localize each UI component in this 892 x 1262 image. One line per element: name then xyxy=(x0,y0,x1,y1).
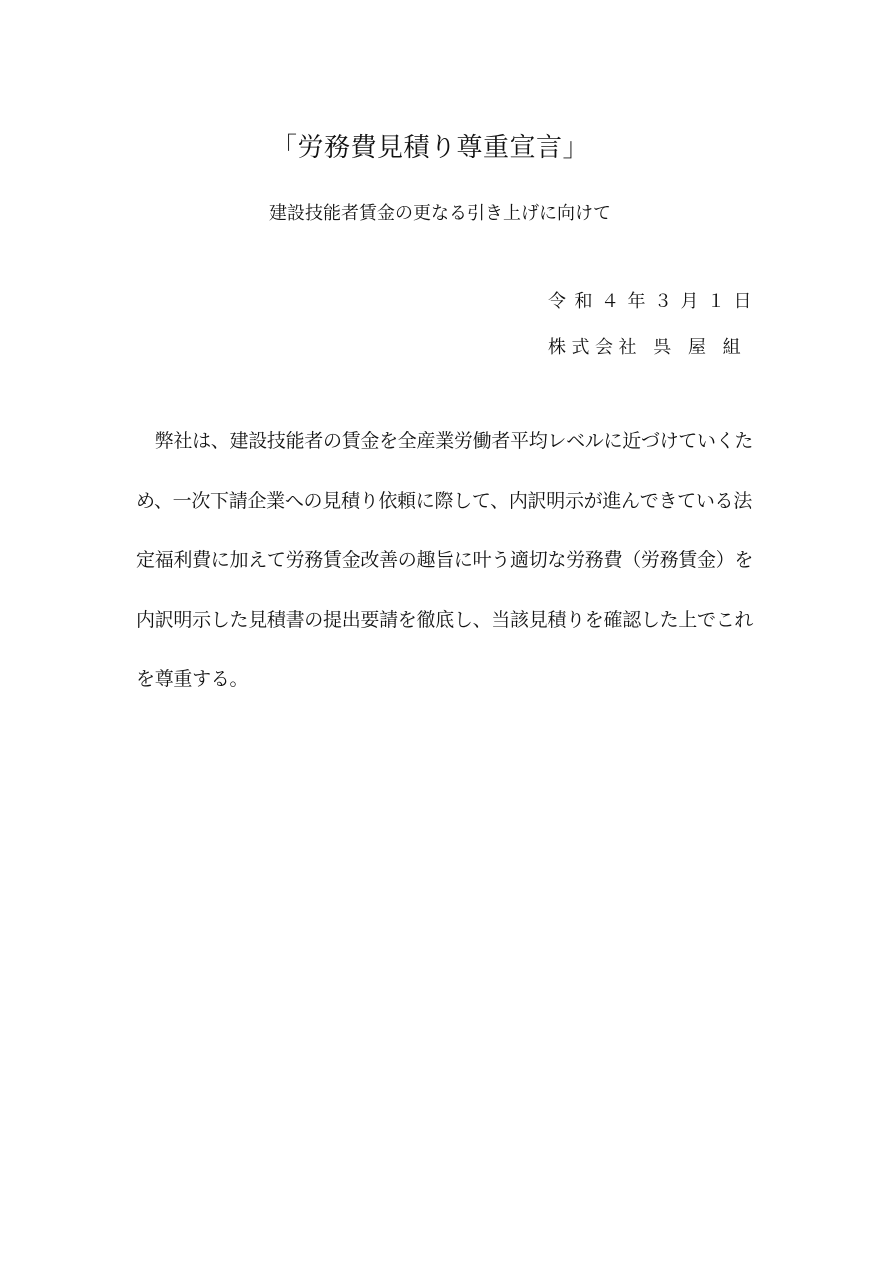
body-line-5: を尊重する。 xyxy=(136,668,249,690)
document-date: 令和４年３月１日 xyxy=(548,291,760,312)
body-line-2: め、一次下請企業への見積り依頼に際して、内訳明示が進んできている法 xyxy=(136,489,752,512)
body-line-3: 定福利費に加えて労務賃金改善の趣旨に叶う適切な労務費（労務賃金）を xyxy=(136,549,754,571)
body-line-1: 弊社は、建設技能者の賃金を全産業労働者平均レベルに近づけていくた xyxy=(136,430,754,452)
company-name: 株式会社 呉 屋 組 xyxy=(548,337,747,358)
document-title: 「労務費見積り尊重宣言」 xyxy=(270,133,589,163)
declaration-body xyxy=(136,425,796,723)
body-line-4: 内訳明示した見積書の提出要請を徹底し、当該見積りを確認した上でこれ xyxy=(136,608,754,631)
document-subtitle: 建設技能者賃金の更なる引き上げに向けて xyxy=(269,203,611,224)
